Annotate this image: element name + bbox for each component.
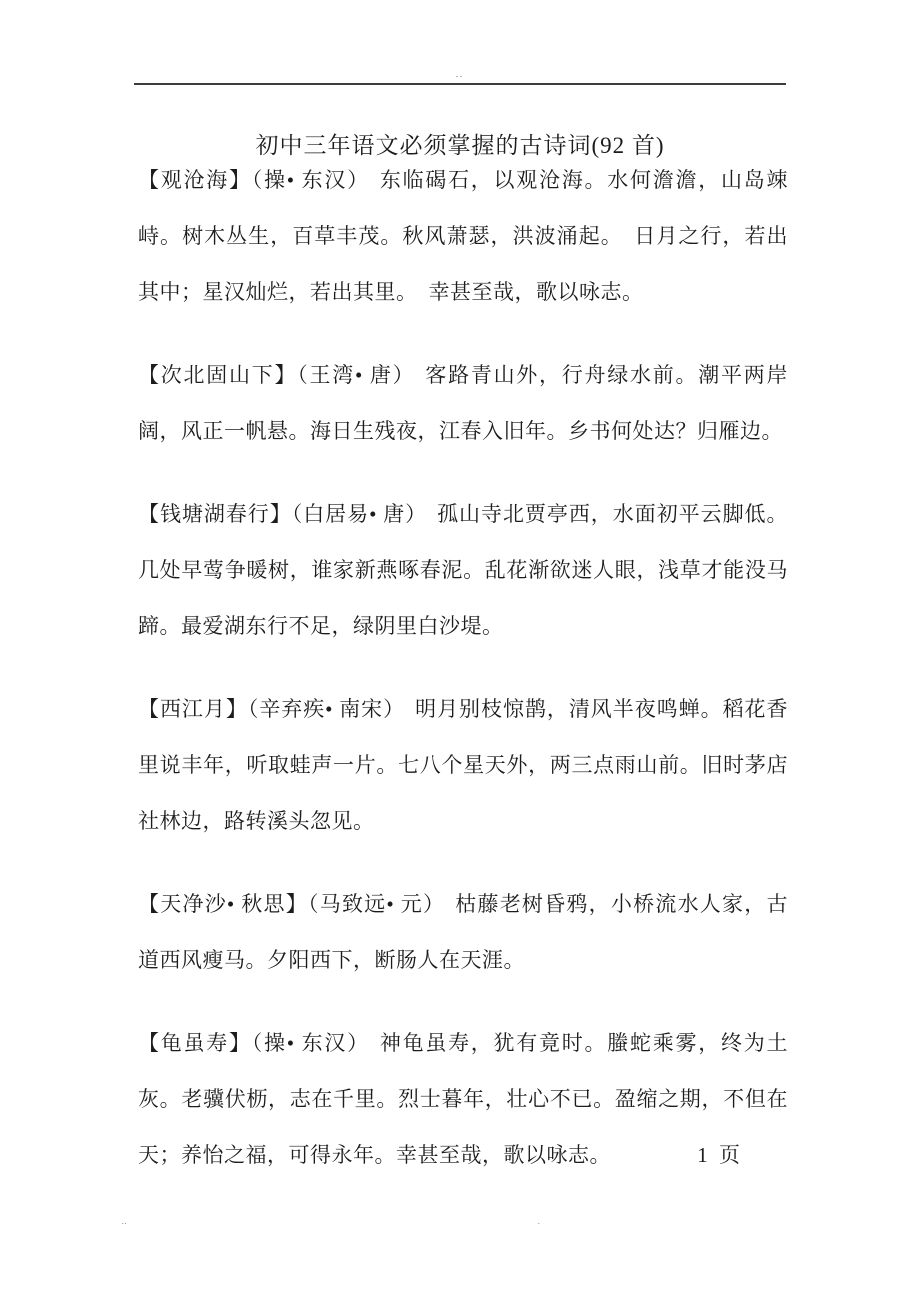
poem-title: 【西江月】 xyxy=(138,697,248,721)
poem-author: （马致远• 元） xyxy=(307,892,446,916)
poem-author: （白居易• 唐） xyxy=(291,502,428,526)
header-mark: .. xyxy=(456,70,464,79)
page-number: 1 页 xyxy=(697,1143,743,1167)
poem-title: 【龟虽寿】 xyxy=(138,1031,252,1055)
poem-paragraph-xijiangyue xyxy=(138,681,788,849)
poem-paragraph-qiantanghuchunxing xyxy=(138,486,788,654)
poem-author: （操• 东汉） xyxy=(251,1031,370,1055)
poem-author: （辛弃疾• 南宋） xyxy=(247,697,406,721)
poem-author: （操• 东汉） xyxy=(251,168,370,192)
poem-author: （王湾• 唐） xyxy=(297,363,416,387)
poem-title: 【天净沙• 秋思】 xyxy=(138,892,308,916)
poem-text: 神龟虽寿，犹有竟时。螣蛇乘雾，终为土灰。老骥伏枥，志在千里。烈士暮年，壮心不已。盈缩之期，不但在天；养怡之福，可得永年。幸甚至哉，歌以咏志。 xyxy=(138,1031,789,1167)
poem-text: 明月别枝惊鹊，清风半夜鸣蝉。稻花香里说丰年，听取蛙声一片。七八个星天外，两三点雨山前。旧时茅店社林边，路转溪头忽见。 xyxy=(138,697,788,833)
poem-title: 【次北固山下】 xyxy=(138,363,298,387)
poem-paragraph-tianjingsha-qiusi xyxy=(138,876,788,988)
poem-text: 孤山寺北贾亭西，水面初平云脚低。几处早莺争暖树，谁家新燕啄春泥。乱花渐欲迷人眼，浅草才能没马蹄。最爱湖东行不足，绿阴里白沙堤。 xyxy=(138,502,789,638)
poem-paragraph-guisuishou xyxy=(138,1015,788,1183)
header-rule xyxy=(134,83,786,85)
poem-title: 【观沧海】 xyxy=(138,168,252,192)
footer-mark-left: .. xyxy=(122,1218,128,1226)
document-title: 初中三年语文必须掌握的古诗词(92 首) xyxy=(255,133,665,159)
poem-text: 枯藤老树昏鸦，小桥流水人家，古道西风瘦马。夕阳西下，断肠人在天涯。 xyxy=(138,892,789,972)
poem-text: 客路青山外，行舟绿水前。潮平两岸阔，风正一帆悬。海日生残夜，江春入旧年。乡书何处达？归雁边。 xyxy=(138,363,789,443)
poem-title: 【钱塘湖春行】 xyxy=(138,502,292,526)
poem-paragraph-guancanghai xyxy=(138,152,788,320)
document-body xyxy=(138,152,788,1210)
poem-paragraph-cibeigushanxia xyxy=(138,347,788,459)
poem-text: 东临碣石，以观沧海。水何澹澹，山岛竦峙。树木丛生，百草丰茂。秋风萧瑟，洪波涌起。 日月之行，若出其中；星汉灿烂，若出其里。 幸甚至哉，歌以咏志。 xyxy=(138,168,789,304)
footer-mark-right: . xyxy=(538,1218,541,1226)
